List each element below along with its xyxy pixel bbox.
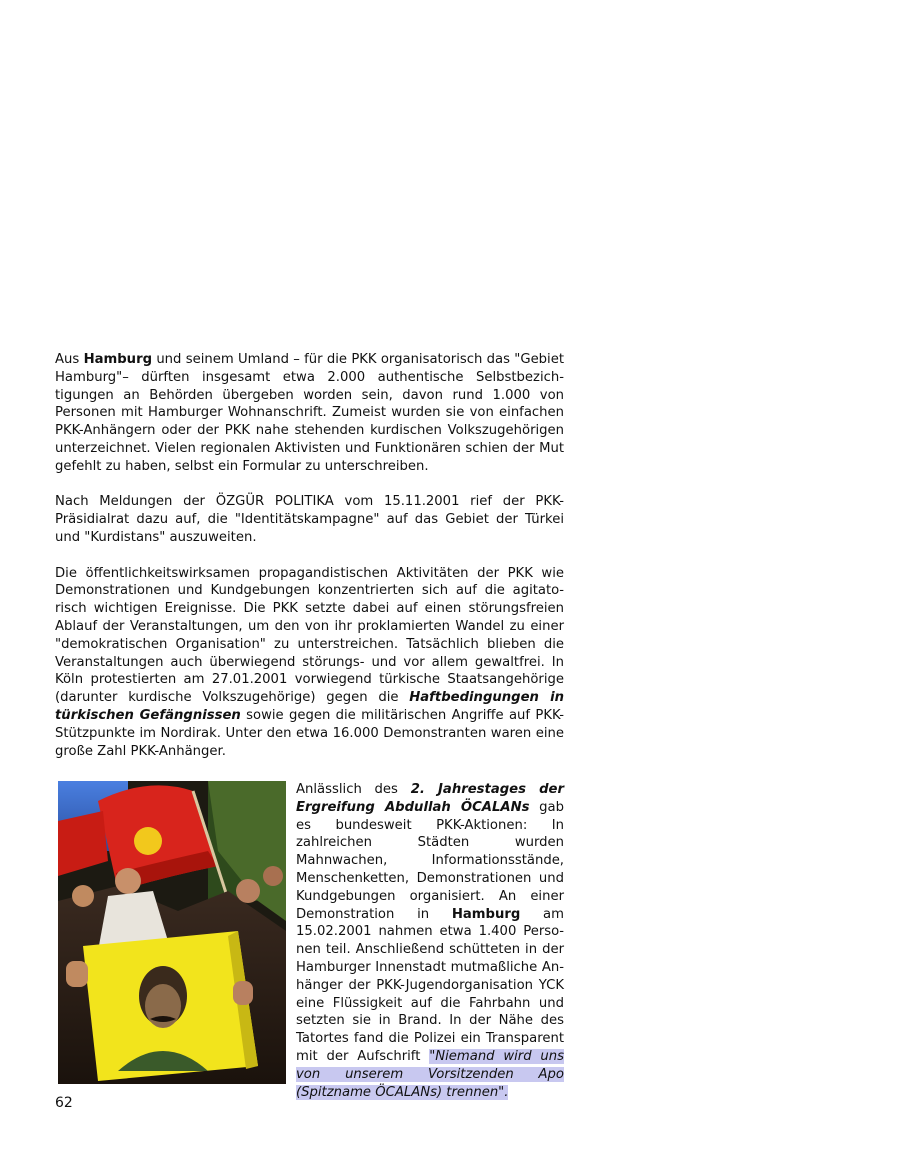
text-run: gab es bundesweit PKK-Aktionen: In zahlreichen Städten wurden Mahnwachen, Informationsstände, Menschenketten, Demonstrationen und Kundgebungen organisiert. An einer Demonstration in xyxy=(296,799,565,922)
text-run: Anlässlich des xyxy=(296,782,411,797)
text-run: Nach Meldungen der ÖZGÜR POLITIKA vom 15.11.2001 rief der PKK-Präsidialrat dazu auf, die "Identitätskampagne" auf das Gebiet der Türkei und "Kurdistans" auszuweiten. xyxy=(55,494,564,545)
bold-italic-jahrestag: 2. Jahrestages der Ergreifung Abdullah ÖCALANs xyxy=(296,782,565,815)
hand-left xyxy=(66,961,88,987)
bold-italic-haftbedingungen: Haftbedingungen in türkischen Gefängnissen xyxy=(55,690,564,723)
paragraph-propaganda-aktivitaeten xyxy=(55,565,564,761)
paragraph-identitaetskampagne xyxy=(55,493,564,546)
paragraph-hamburg-selbstbezichtigungen xyxy=(55,351,564,476)
highlighted-quote: "Niemand wird uns von unserem Vorsitzenden Apo (Spitzname ÖCALANs) trennen". xyxy=(296,1048,564,1100)
bold-hamburg-2: Hamburg xyxy=(451,906,521,922)
face-1 xyxy=(115,868,141,894)
face-4 xyxy=(72,885,94,907)
page-number: 62 xyxy=(55,1095,73,1111)
text-run: Die öffentlichkeitswirksamen propagandistischen Aktivitäten der PKK wie Demonstrationen und Kundgebungen konzentrierten sich auf die agitatorisch wichtigen Ereignisse. Die PKK setzte dabei auf einen störungsfreien Ablauf der Veranstaltungen, um den von ihr proklamierten Wandel zu einer "demokratischen Organisation" zu unterstreichen. Tatsächlich blieben die Veranstaltungen auch überwiegend störungs- und vor allem gewaltfrei. In Köln protestierten am 27.01.2001 vorwiegend türkische Staatsangehörige (darunter kurdische Volkszugehörige) gegen die xyxy=(55,565,564,706)
face-3 xyxy=(263,866,283,886)
bold-hamburg: Hamburg xyxy=(83,352,153,367)
text-run: und seinem Umland – für die PKK organisatorisch das "Gebiet Hamburg"– dürften insgesamt etwa 2.000 authentische Selbstbezichtigungen an Behörden übergeben worden sein, davon rund 1.000 von Personen mit Hamburger Wohnanschrift. Zumeist wurden sie von einfachen PKK-Anhängern oder der PKK nahe stehenden kurdischen Volkszugehörigen unterzeichnet. Vielen regionalen Aktivisten und Funktionären schien der Mut gefehlt zu haben, selbst ein Formular zu unterschreiben. xyxy=(55,352,564,474)
face-2 xyxy=(236,879,260,903)
text-run: sowie gegen die militärischen Angriffe auf PKK-Stützpunkte im Nordirak. Unter den etwa 16.000 Demonstranten waren eine große Zahl PKK-Anhänger. xyxy=(55,707,565,759)
paragraph-jahrestag-aktionen xyxy=(296,781,564,1101)
demonstration-photo xyxy=(58,781,286,1084)
text-run: am 15.02.2001 nahmen etwa 1.400 Personen teil. Anschließend schütteten in der Hamburger Innenstadt mutmaßliche Anhänger der PKK-Jugendorganisation YCK eine Flüssigkeit auf die Fahrbahn und setzten sie in Brand. In der Nähe des Tatortes fand die Polizei ein Transparent mit der Aufschrift xyxy=(296,906,564,1064)
text-run: Aus xyxy=(55,352,84,367)
flag-emblem-star xyxy=(134,827,162,855)
hand-right xyxy=(233,981,253,1005)
main-text-column xyxy=(55,351,564,778)
